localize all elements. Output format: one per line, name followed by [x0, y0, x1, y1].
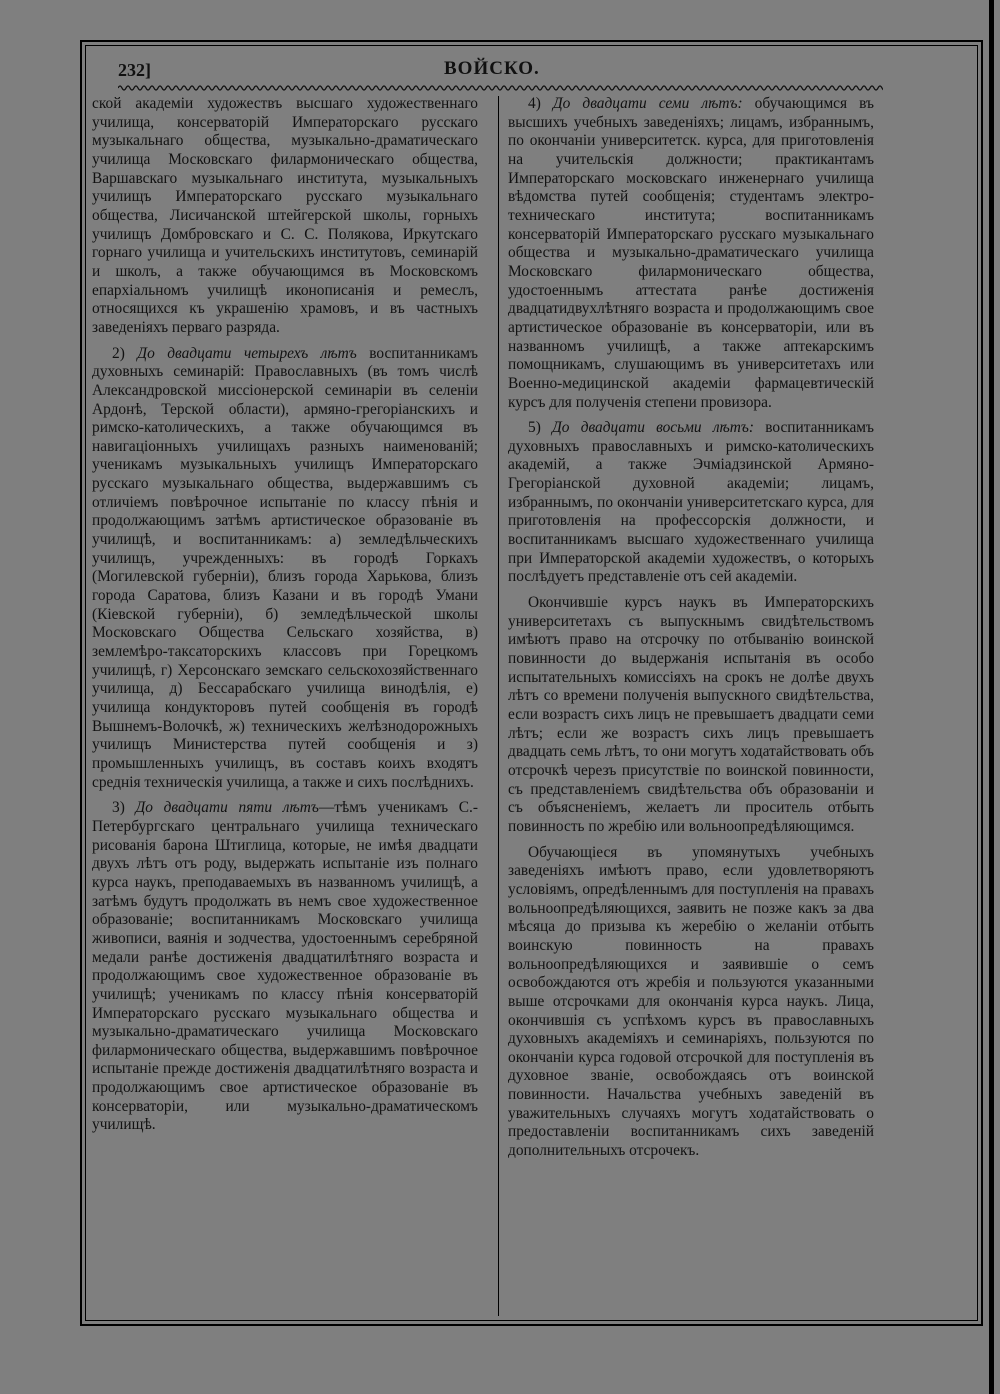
paragraph-4 — [508, 95, 874, 412]
item-4-number: 4) — [528, 95, 541, 112]
item-4-label: До двадцати семи лѣтъ: — [552, 95, 743, 112]
item-2-text: воспитанникамъ духовныхъ семинарій: Православныхъ (въ томъ числѣ Александровской миссіонерской семинаріи въ селеніи Ардонѣ, Терской области), армяно-грегоріанскихъ и римско-католическихъ, а также обучающимся въ навигаціонныхъ училищахъ разныхъ наименованій; ученикамъ музыкальныхъ училищъ Императорскаго русскаго музыкальнаго общества, выдержавшимъ съ отличіемъ повѣрочное испытаніе по классу пѣнія и продолжающимъ затѣмъ артистическое образованіе въ училищѣ, и воспитанникамъ: а) земледѣльческихъ училищъ, учрежденныхъ: въ городѣ Горкахъ (Могилевской губерніи), близъ города Харькова, близъ города Саратова, близъ Казани и въ городѣ Умани (Кіевской губерніи), б) земледѣльческой школы Московскаго Общества Сельскаго хозяйства, в) землемѣро-таксаторскихъ классовъ при Горецкомъ училищѣ, г) Херсонскаго земскаго сельскохозяйственнаго училища, д) Бессарабскаго училища винодѣлія, е) училища кондукторовъ путей сообщенія въ городѣ Вышнемъ-Волочкѣ, ж) техническихъ желѣзнодорожныхъ училищъ Министерства путей сообщенія и з) промышленныхъ училищъ, въ составъ коихъ входятъ среднія техническія училища, а также и сихъ послѣднихъ. — [92, 344, 479, 791]
item-5-text: воспитанникамъ духовныхъ православныхъ и римско-католическихъ академій, а также Эчміадзинской Армяно-Грегоріанской духовной академіи; лицамъ, избраннымъ, по окончаніи университетскаго курса, для приготовленія на профессорскія должности, и воспитанникамъ высшаго художественнаго училища при Императорской академіи художествъ, о которыхъ послѣдуетъ представленіе отъ сей академіи. — [508, 419, 874, 586]
item-2-label: До двадцати четырехъ лѣтъ — [137, 344, 357, 362]
item-3-number: 3) — [112, 799, 125, 817]
item-3-label: До двадцати пяти лѣтъ — [135, 799, 319, 817]
page-title: ВОЙСКО. — [444, 58, 540, 79]
wavy-rule — [118, 84, 883, 92]
page-number: 232] — [118, 60, 151, 80]
paragraph-5 — [508, 419, 874, 587]
item-3-text: —тѣмъ ученикамъ С.-Петербургскаго центральнаго училища техническаго рисованія барона Штиглица, которые, не имѣя двадцати двухъ лѣтъ отъ роду, выдержать испытаніе изъ полнаго курса наукъ, преподаваемыхъ въ названномъ училищѣ, а затѣмъ будутъ продолжать въ немъ свое художественное образованіе; воспитанникамъ Московскаго училища живописи, ваянія и зодчества, удостоеннымъ серебряной медали ранѣе достиженія двадцатилѣтняго возраста и продолжающимъ свое художественное образованіе въ училищѣ; ученикамъ по классу пѣнія консерваторій Императорскаго русскаго музыкальнаго общества и музыкально-драматическаго училища Московскаго филармоническаго общества, выдержавшимъ повѣрочное испытаніе прежде достиженія двадцатилѣтняго возраста и продолжающимъ свое артистическое образованіе въ консерваторіи, или музыкально-драматическомъ училищѣ. — [92, 799, 478, 1134]
paragraph-6: Окончившіе курсъ наукъ въ Императорскихъ университетахъ съ выпускнымъ свидѣтельствомъ имѣютъ право на отсрочку по отбыванію воинской повинности до выдержанія испытанія въ особо испытательныхъ комиссіяхъ на срокъ не долѣе двухъ лѣтъ со времени полученія выпускного свидѣтельства, если возрастъ сихъ лицъ не превышаетъ двадцати семи лѣтъ; если же возрастъ сихъ лицъ превышаетъ двадцать семь лѣтъ, то они могутъ ходатайствовать объ отсрочкѣ черезъ присутствіе по воинской повинности, съ представленіемъ свидѣтельства объ образованіи и съ объясненіемъ, желаетъ ли проситель отбыть повинность по жребію или вольноопредѣляющимся. — [508, 594, 874, 835]
item-5-label: До двадцати восьми лѣтъ: — [552, 419, 755, 437]
item-5-number: 5) — [528, 419, 541, 437]
paragraph-7: Обучающіеся въ упомянутыхъ учебныхъ заведеніяхъ имѣютъ право, если удовлетворяютъ условіямъ, опредѣленнымъ для поступленія на правахъ вольноопредѣляющихся, заявить не позже какъ за два мѣсяца до призыва къ жеребію о желаніи отбыть воинскую повинность на правахъ вольноопредѣляющихся и заявившіе о семъ освобождаются отъ жребія и пользуются указанными выше отсрочками для окончанія курса наукъ. Лица, окончившія съ успѣхомъ курсъ въ православныхъ духовныхъ академіяхъ и семинаріяхъ, пользуются по окончаніи курса годовой отсрочкой для поступленія въ духовное званіе, освобождаясь отъ воинской повинности. Начальства учебныхъ заведеній въ уважительныхъ случаяхъ могутъ ходатайствовать о предоставленіи воспитанникамъ сихъ заведеній дополнительныхъ отсрочекъ. — [508, 843, 874, 1160]
scan-edge-bar — [989, 0, 994, 1394]
item-4-text: обучающимся въ высшихъ учебныхъ заведеніяхъ; лицамъ, избраннымъ, по окончаніи университетск. курса, для приготовленія на учительскія должности; практикантамъ Императорскаго московскаго инженернаго училища вѣдомства путей сообщенія; студентамъ электро-техническаго института; воспитанникамъ консерваторій Императорскаго русскаго музыкальнаго общества и музыкально-драматическаго училища Московскаго филармоническаго общества, удостоеннымъ аттестата ранѣе достиженія двадцатидвухлѣтняго возраста и продолжающимъ свое артистическое образованіе въ консерваторіи, или въ названномъ училищѣ, а также аптекарскимъ помощникамъ, слушающимъ въ университетахъ или Военно-медицинской академіи фармацевтическій курсъ для полученія степени провизора. — [508, 95, 874, 411]
paragraph-2 — [92, 345, 478, 793]
paragraph-1: ской академіи художествъ высшаго художественнаго училища, консерваторій Императорскаго русскаго музыкальнаго общества, музыкально-драматическаго училища Московскаго филармоническаго общества, Варшавскаго музыкальнаго института, музыкальныхъ училищъ Императорскаго русскаго музыкальнаго общества, Лисичанской штейгерской школы, горныхъ училищъ Домбровскаго и С. С. Полякова, Иркутскаго горнаго училища и учительскихъ институтовъ, семинарій и школъ, а также обучающимся въ Московскомъ епархіальномъ училищѣ иконописанія и ремеслъ, относящихся къ украшенію храмовъ, и въ частныхъ заведеніяхъ перваго разряда. — [92, 95, 478, 336]
page-header — [118, 56, 958, 86]
right-column — [508, 95, 874, 1168]
left-column — [92, 95, 478, 1142]
paragraph-3 — [92, 799, 478, 1135]
item-2-number: 2) — [112, 344, 125, 362]
column-divider — [498, 96, 499, 1316]
